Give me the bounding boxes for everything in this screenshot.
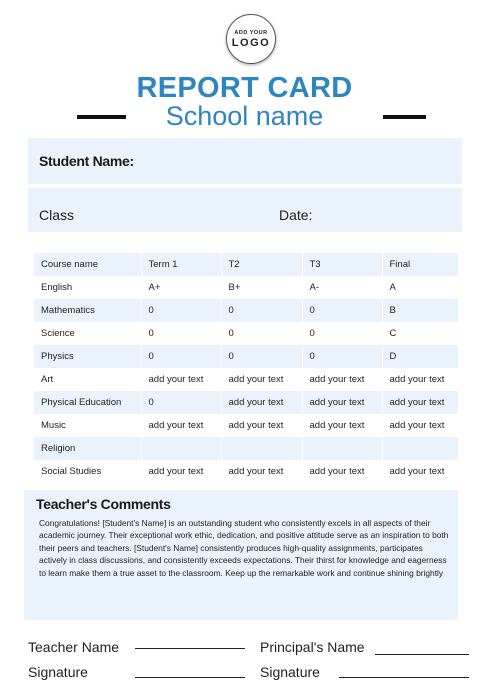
page-title: REPORT CARD	[136, 72, 353, 104]
grade-cell: A	[382, 276, 458, 299]
grade-cell: add your text	[221, 391, 302, 414]
table-row	[34, 460, 458, 483]
grade-cell	[302, 437, 382, 460]
grade-cell: add your text	[382, 460, 458, 483]
principal-signature-line	[339, 677, 469, 678]
teacher-signature-label: Signature	[28, 664, 88, 680]
course-name-cell: Religion	[34, 437, 141, 460]
grade-cell	[382, 437, 458, 460]
table-row	[34, 276, 458, 299]
course-name-cell: Mathematics	[34, 299, 141, 322]
grade-cell: B+	[221, 276, 302, 299]
class-date-panel	[28, 188, 462, 232]
grade-cell: D	[382, 345, 458, 368]
grade-cell: add your text	[141, 460, 221, 483]
table-row	[34, 322, 458, 345]
grade-cell: add your text	[141, 368, 221, 391]
principal-signature-label: Signature	[260, 664, 320, 680]
left-decorative-rule	[77, 115, 126, 119]
date-label: Date:	[279, 207, 313, 223]
course-name-cell: Physics	[34, 345, 141, 368]
table-row	[34, 391, 458, 414]
right-decorative-rule	[383, 115, 426, 119]
logo-placeholder	[226, 14, 276, 64]
teacher-name-line	[135, 648, 245, 649]
grade-cell: add your text	[221, 368, 302, 391]
column-header: Term 1	[141, 253, 221, 276]
column-header: T3	[302, 253, 382, 276]
principal-name-line	[375, 654, 469, 655]
grade-cell: add your text	[302, 414, 382, 437]
course-name-cell: Science	[34, 322, 141, 345]
grade-cell: 0	[221, 299, 302, 322]
grade-cell: C	[382, 322, 458, 345]
comments-title: Teacher's Comments	[36, 496, 171, 512]
grade-cell: 0	[141, 299, 221, 322]
teacher-signature-line	[135, 677, 245, 678]
grade-cell: 0	[221, 322, 302, 345]
grade-cell: 0	[141, 345, 221, 368]
class-label: Class	[39, 207, 75, 223]
course-name-cell: Music	[34, 414, 141, 437]
table-row	[34, 414, 458, 437]
course-name-cell: Social Studies	[34, 460, 141, 483]
grade-cell: A-	[302, 276, 382, 299]
teacher-comments-panel	[24, 490, 458, 620]
grade-cell: add your text	[382, 368, 458, 391]
table-row	[34, 437, 458, 460]
course-name-cell: Physical Education	[34, 391, 141, 414]
grade-cell: 0	[302, 345, 382, 368]
grade-cell: B	[382, 299, 458, 322]
student-name-panel	[28, 138, 462, 184]
grade-cell: add your text	[221, 414, 302, 437]
grade-cell: 0	[221, 345, 302, 368]
logo-top-text: ADD YOUR	[234, 30, 268, 36]
grade-cell: A+	[141, 276, 221, 299]
grade-cell: 0	[141, 391, 221, 414]
grades-table	[34, 253, 459, 483]
table-header-row	[34, 253, 458, 276]
grade-cell: add your text	[302, 460, 382, 483]
grade-cell: 0	[302, 299, 382, 322]
grade-cell: 0	[302, 322, 382, 345]
grade-cell	[141, 437, 221, 460]
column-header: T2	[221, 253, 302, 276]
grade-cell: add your text	[221, 460, 302, 483]
grade-cell: add your text	[302, 391, 382, 414]
table-row	[34, 345, 458, 368]
column-header: Final	[382, 253, 458, 276]
course-name-cell: Art	[34, 368, 141, 391]
grade-cell: add your text	[302, 368, 382, 391]
course-name-cell: English	[34, 276, 141, 299]
column-header: Course name	[34, 253, 141, 276]
grade-cell: add your text	[141, 414, 221, 437]
table-row	[34, 368, 458, 391]
grade-cell: 0	[141, 322, 221, 345]
school-name: School name	[165, 101, 324, 131]
grade-cell: add your text	[382, 391, 458, 414]
principal-name-label: Principal's Name	[260, 639, 365, 655]
teacher-name-label: Teacher Name	[28, 639, 120, 655]
logo-bottom-text: LOGO	[231, 37, 271, 49]
table-row	[34, 299, 458, 322]
student-name-label: Student Name:	[39, 153, 134, 169]
grade-cell	[221, 437, 302, 460]
grade-cell: add your text	[382, 414, 458, 437]
comments-body: Congratulations! [Student's Name] is an outstanding student who consistently excels in all aspects of their academic journey. Their exceptional work ethic, dedication, and positive attitude serve as an inspiration to both their peers and teachers. [Student's Name] consistently produces high-quality assignments, participates actively in class discussions, and consistently exceeds expectations. Their thirst for knowledge and eagerness to learn make them a true asset to the classroom. Keep up the remarkable work and continue shining brightly	[39, 518, 449, 578]
